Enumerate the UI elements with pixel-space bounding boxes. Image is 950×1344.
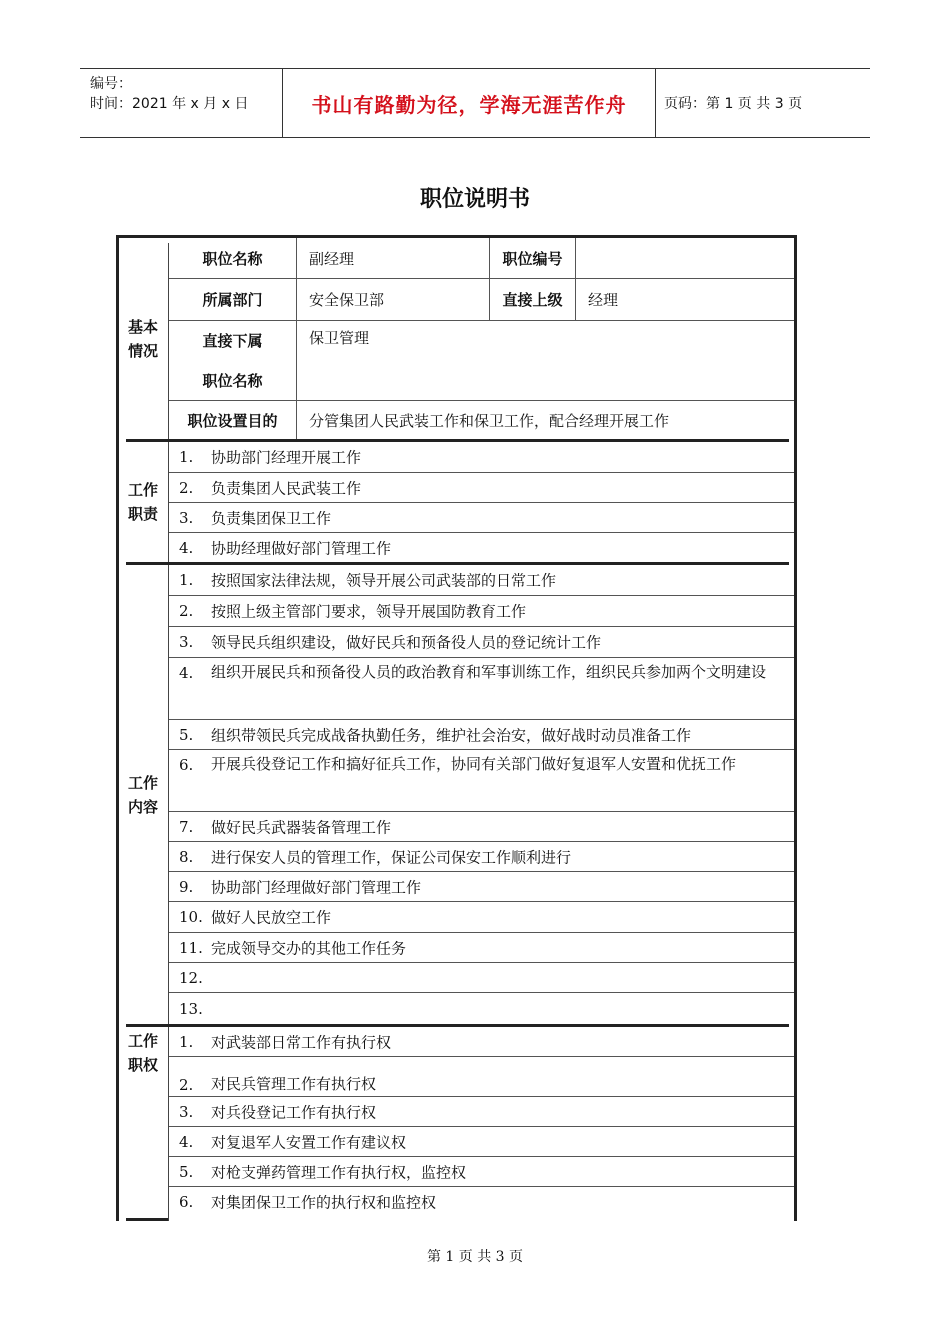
item-number: 2. [179, 478, 194, 497]
content-item [169, 627, 794, 658]
item-number: 3. [179, 508, 194, 527]
slogan: 书山有路勤为径，学海无涯苦作舟 [311, 92, 627, 117]
category-bottom-border [126, 1218, 168, 1221]
basic-row-2 [169, 279, 794, 321]
content-item [169, 812, 794, 842]
item-number: 5. [179, 725, 194, 744]
content-item [169, 842, 794, 872]
item-text: 领导民兵组织建设，做好民兵和预备役人员的登记统计工作 [211, 633, 602, 652]
item-text: 进行保安人员的管理工作，保证公司保安工作顺利进行 [211, 848, 572, 866]
position-name-value: 副经理 [296, 238, 489, 278]
purpose-label: 职位设置目的 [187, 412, 278, 430]
item-text: 按照上级主管部门要求，领导开展国防教育工作 [211, 602, 527, 621]
purpose-value: 分管集团人民武装工作和保卫工作，配合经理开展工作 [296, 401, 794, 440]
item-text: 做好民兵武器装备管理工作 [211, 818, 392, 836]
content-item [169, 658, 794, 720]
item-number: 2. [179, 602, 194, 620]
content-item [169, 963, 794, 993]
time-label: 时间：2021 年 x 月 x 日 [90, 96, 249, 112]
authority-item [169, 1097, 794, 1127]
item-number: 3. [179, 1102, 194, 1121]
item-text: 对集团保卫工作的执行权和监控权 [211, 1193, 437, 1212]
item-text: 完成领导交办的其他工作任务 [211, 939, 407, 957]
content-item [169, 902, 794, 933]
item-number: 5. [179, 1162, 194, 1181]
item-number: 12. [179, 968, 203, 987]
header-page-cell [656, 69, 870, 137]
authority-item [169, 1057, 794, 1097]
item-number: 13. [179, 999, 203, 1018]
content-item [169, 750, 794, 812]
item-text: 对民兵管理工作有执行权 [211, 1075, 377, 1093]
item-number: 1. [179, 1032, 194, 1051]
department-value: 安全保卫部 [296, 279, 489, 320]
category-authority: 工作 职权 [127, 1032, 158, 1074]
category-content: 工作 内容 [127, 773, 158, 816]
item-text: 开展兵役登记工作和搞好征兵工作，协同有关部门做好复退军人安置和优抚工作 [211, 755, 737, 773]
category-basic: 基本 情况 [127, 318, 158, 360]
basic-row-3 [169, 321, 794, 401]
item-text: 做好人民放空工作 [211, 908, 332, 927]
item-number: 1. [179, 571, 194, 589]
duty-item [169, 533, 794, 562]
item-text: 按照国家法律法规，领导开展公司武装部的日常工作 [211, 571, 557, 590]
authority-item [169, 1157, 794, 1187]
authority-item [169, 1187, 794, 1217]
category-duties: 工作 职责 [127, 481, 158, 523]
item-text: 对兵役登记工作有执行权 [211, 1103, 377, 1121]
item-number: 2. [179, 1076, 194, 1094]
item-text: 协助经理做好部门管理工作 [211, 539, 392, 557]
item-number: 8. [179, 847, 194, 866]
code-label: 编号： [90, 76, 132, 92]
item-text: 对武装部日常工作有执行权 [211, 1033, 392, 1051]
department-label: 所属部门 [202, 291, 263, 309]
item-number: 11. [179, 938, 203, 957]
item-number: 1. [179, 448, 194, 466]
item-text: 协助部门经理开展工作 [211, 448, 362, 467]
item-number: 4. [179, 1132, 194, 1151]
authority-item [169, 1127, 794, 1157]
page-header [80, 68, 870, 138]
header-slogan-cell [282, 69, 656, 137]
header-meta [80, 69, 282, 137]
position-code-label: 职位编号 [489, 238, 575, 278]
item-text: 负责集团保卫工作 [211, 509, 332, 527]
table-right-border [794, 235, 797, 1221]
subordinate-label [169, 321, 296, 400]
item-text: 协助部门经理做好部门管理工作 [211, 878, 422, 896]
content-item [169, 565, 794, 596]
subordinate-label-line-2: 职位名称 [202, 371, 263, 390]
position-code-value [575, 238, 794, 278]
document-title: 职位说明书 [419, 187, 530, 212]
job-description-table [116, 235, 797, 1221]
content-item [169, 720, 794, 750]
content-item [169, 872, 794, 902]
basic-row-1 [169, 238, 794, 279]
superior-value: 经理 [575, 279, 794, 320]
content-item [169, 596, 794, 627]
item-text: 对枪支弹药管理工作有执行权，监控权 [211, 1163, 467, 1181]
item-number: 4. [179, 538, 194, 557]
content-item [169, 933, 794, 963]
item-number: 6. [179, 756, 194, 774]
page-footer: 第 1 页 共 3 页 [426, 1249, 524, 1265]
item-text: 组织带领民兵完成战备执勤任务，维护社会治安，做好战时动员准备工作 [211, 726, 692, 744]
item-text: 负责集团人民武装工作 [211, 479, 362, 497]
duty-item [169, 473, 794, 503]
authority-item [169, 1027, 794, 1057]
item-text: 组织开展民兵和预备役人员的政治教育和军事训练工作，组织民兵参加两个文明建设 [211, 663, 767, 681]
duty-item [169, 442, 794, 473]
item-number: 9. [179, 877, 194, 896]
item-number: 6. [179, 1193, 194, 1211]
subordinate-value: 保卫管理 [296, 321, 794, 400]
item-text: 对复退军人安置工作有建议权 [211, 1133, 407, 1151]
item-number: 3. [179, 633, 194, 651]
page-info: 页码：第 1 页 共 3 页 [664, 96, 803, 112]
item-number: 4. [179, 664, 194, 682]
item-number: 10. [179, 908, 203, 926]
superior-label: 直接上级 [489, 279, 575, 320]
basic-row-4 [169, 401, 794, 440]
position-name-label: 职位名称 [202, 249, 263, 268]
item-number: 7. [179, 817, 194, 836]
duty-item [169, 503, 794, 533]
subordinate-label-line-1: 直接下属 [202, 331, 263, 350]
content-item [169, 993, 794, 1024]
